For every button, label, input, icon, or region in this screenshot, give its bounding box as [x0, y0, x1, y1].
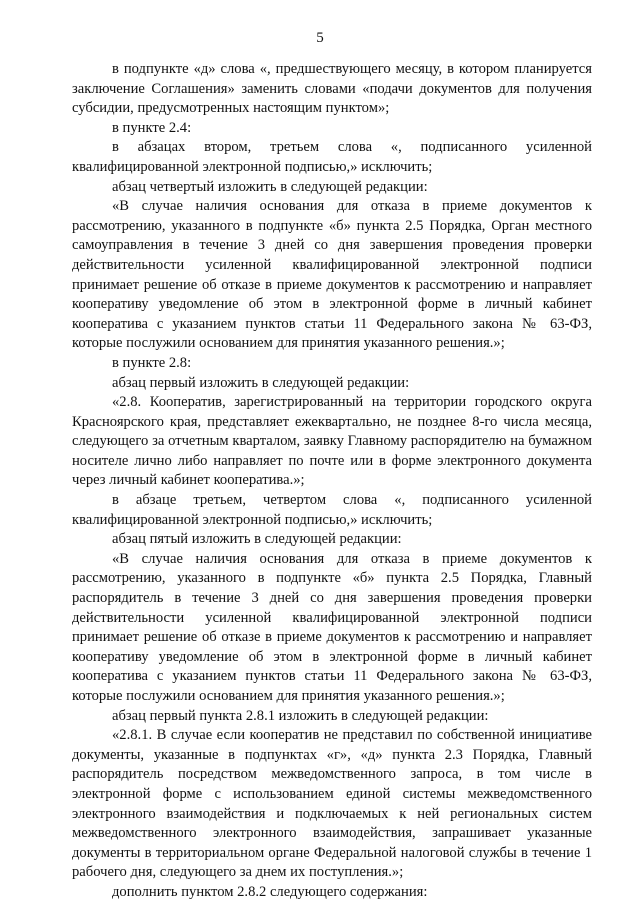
paragraph: абзац первый пункта 2.8.1 изложить в следующей редакции: — [112, 707, 489, 724]
paragraph: в пункте 2.8: — [112, 354, 192, 371]
paragraph: в абзацах втором, третьем слова «, подписанного усиленной квалифицированной электронной подписью,» исключить; — [72, 139, 592, 175]
paragraph: «В случае наличия основания для отказа в приеме документов к рассмотрению, указанного в подпункте «б» пункта 2.5 Порядка, Главный распорядитель в течение 3 дней со дня завершения проведения проверки действительности усиленной квалифицированной электронной подписи принимает решение об отказе в приеме документов к рассмотрению и направляет кооперативу уведомление об этом в электронной форме в личный кабинет кооператива с указанием пунктов статьи 11 Федерального закона № 63-ФЗ, которые послужили основанием для принятия указанного решения.»; — [72, 550, 592, 704]
page-number: 5 — [316, 30, 324, 46]
paragraph: «2.8.1. В случае если кооператив не представил по собственной инициативе документы, указанные в подпунктах «г», «д» пункта 2.3 Порядка, Главный распорядитель посредством межведомственного запроса, в том числе в электронной форме с использованием единой системы межведомственного электронного взаимодействия и подключаемых к ней региональных систем межведомственного электронного взаимодействия, запрашивает указанные документы в территориальном органе Федеральной налоговой службы в течение 1 рабочего дня, следующего за днем их поступления.»; — [72, 727, 592, 881]
paragraph: «В случае наличия основания для отказа в приеме документов к рассмотрению, указанного в подпункте «б» пункта 2.5 Порядка, Орган местного самоуправления в течение 3 дней со дня завершения проведения проверки действительности усиленной квалифицированной электронной подписи принимает решение об отказе в приеме документов к рассмотрению и направляет кооперативу уведомление об этом в электронной форме в личный кабинет кооператива с указанием пунктов статьи 11 Федерального закона № 63-ФЗ, которые послужили основанием для принятия указанного решения.»; — [72, 198, 592, 352]
paragraph: абзац четвертый изложить в следующей редакции: — [112, 178, 428, 195]
paragraph: абзац первый изложить в следующей редакции: — [112, 374, 410, 391]
document-body — [72, 60, 592, 903]
paragraph: в подпункте «д» слова «, предшествующего месяцу, в котором планируется заключение Соглашения» заменить словами «подачи документов для получения субсидии, предусмотренных настоящим пунктом»; — [72, 61, 592, 117]
paragraph: в пункте 2.4: — [112, 119, 192, 136]
paragraph: в абзаце третьем, четвертом слова «, подписанного усиленной квалифицированной электронной подписью,» исключить; — [72, 492, 592, 528]
paragraph: абзац пятый изложить в следующей редакции: — [112, 531, 402, 548]
paragraph: «2.8. Кооператив, зарегистрированный на территории городского округа Красноярского края, представляет ежеквартально, не позднее 8-го числа месяца, следующего за отчетным кварталом, заявку Главному распорядителю на бумажном носителе лично либо направляет по почте или в форме электронного документа через личный кабинет кооператива.»; — [72, 394, 592, 489]
paragraph: дополнить пунктом 2.8.2 следующего содержания: — [112, 883, 428, 900]
